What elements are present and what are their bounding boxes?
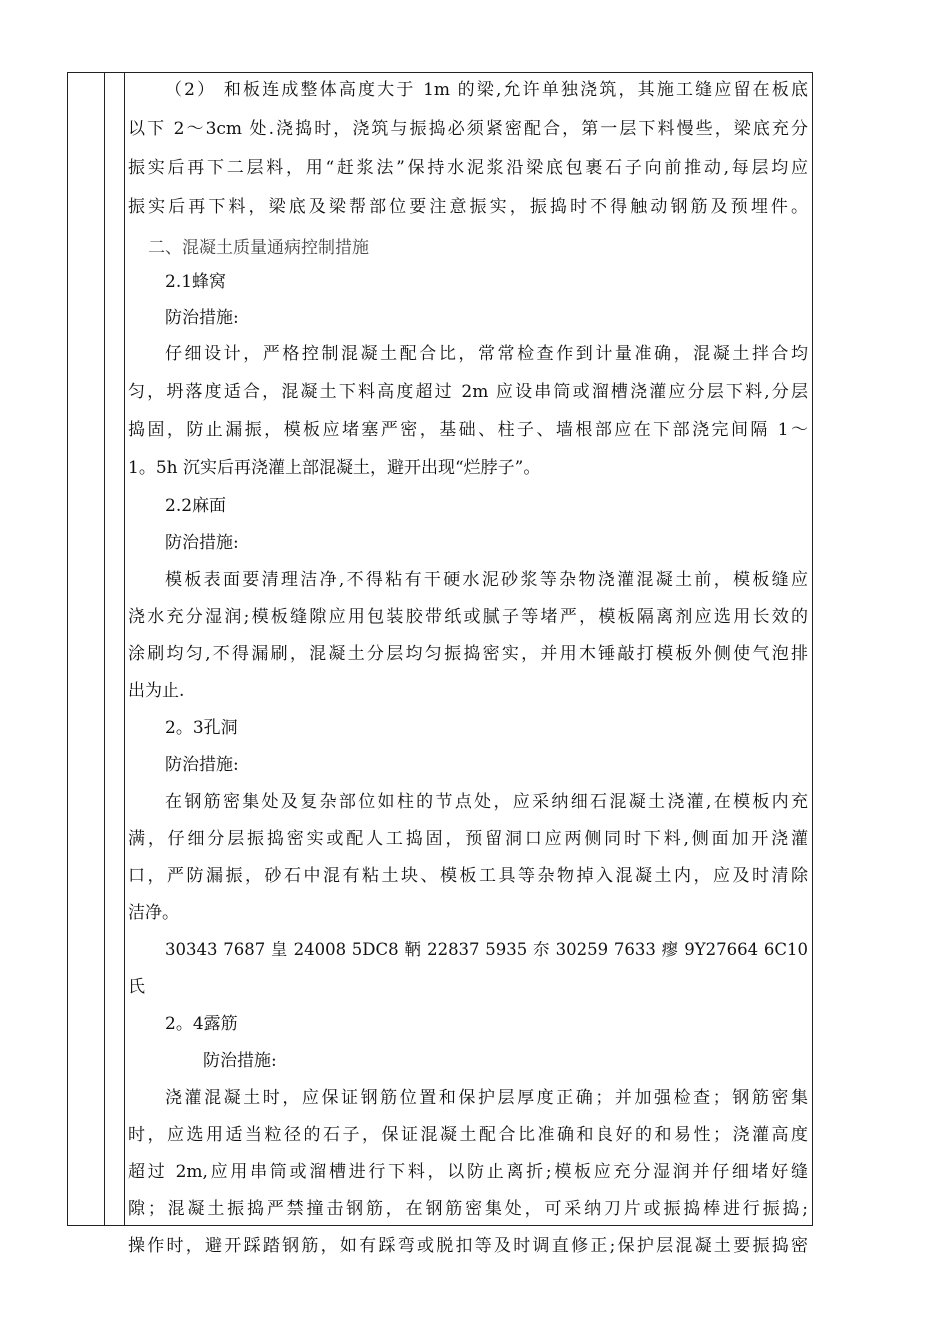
text-line: 捣固，防止漏振，模板应堵塞严密，基础、柱子、墙根部应在下部浇完间隔 1～ xyxy=(128,420,808,440)
table-column-narrow xyxy=(105,72,125,1226)
text-line: 口，严防漏振，砂石中混有粘土块、模板工具等杂物掉入混凝土内，应及时清除 xyxy=(128,866,808,886)
text-line: 操作时，避开踩踏钢筋，如有踩弯或脱扣等及时调直修正;保护层混凝土要振捣密 xyxy=(128,1236,808,1256)
text-line: 防治措施: xyxy=(203,1051,277,1071)
text-line: 二、混凝土质量通病控制措施 xyxy=(148,238,369,258)
text-line: 涂刷均匀,不得漏刷，混凝土分层均匀振捣密实，并用木锤敲打模板外侧使气泡排 xyxy=(128,644,808,664)
text-line: 2。4露筋 xyxy=(165,1014,238,1034)
table-column-left xyxy=(67,72,105,1226)
text-line: 时，应选用适当粒径的石子，保证混凝土配合比准确和良好的和易性；浇灌高度 xyxy=(128,1125,808,1145)
text-line: 超过 2m,应用串筒或溜槽进行下料，以防止离折;模板应充分湿润并仔细堵好缝 xyxy=(128,1162,808,1182)
text-line: 浇灌混凝土时，应保证钢筋位置和保护层厚度正确；并加强检查；钢筋密集 xyxy=(165,1088,808,1108)
text-line: 2.1蜂窝 xyxy=(165,272,227,292)
text-line: （2） 和板连成整体高度大于 1m 的梁,允许单独浇筑，其施工缝应留在板底 xyxy=(165,80,808,100)
text-line: 模板表面要清理洁净,不得粘有干硬水泥砂浆等杂物浇灌混凝土前，模板缝应 xyxy=(165,570,808,590)
content-cell xyxy=(125,72,813,1256)
text-line: 振实后再下二层料，用“赶浆法”保持水泥浆沿梁底包裹石子向前推动,每层均应 xyxy=(128,158,808,178)
text-line: 隙；混凝土振捣严禁撞击钢筋，在钢筋密集处，可采纳刀片或振捣棒进行振捣; xyxy=(128,1199,808,1219)
text-line: 防治措施: xyxy=(165,533,239,553)
text-line: 满，仔细分层振捣密实或配人工捣固，预留洞口应两侧同时下料,侧面加开浇灌 xyxy=(128,829,808,849)
text-line: 仔细设计，严格控制混凝土配合比，常常检查作到计量准确，混凝土拌合均 xyxy=(165,344,808,364)
text-line: 洁净。 xyxy=(128,903,179,923)
text-line: 防治措施: xyxy=(165,755,239,775)
text-line: 出为止. xyxy=(128,681,185,701)
text-line: 1。5h 沉实后再浇灌上部混凝土，避开出现“烂脖子”。 xyxy=(128,458,541,478)
text-line: 氏 xyxy=(128,977,145,997)
text-line: 30343 7687 皇 24008 5DC8 鞆 22837 5935 夵 30259 7633 瘳 9Y27664 6C10 xyxy=(165,940,808,959)
text-line: 在钢筋密集处及复杂部位如柱的节点处，应采纳细石混凝土浇灌,在模板内充 xyxy=(165,792,808,812)
text-line: 2。3孔洞 xyxy=(165,718,238,738)
text-line: 匀，坍落度适合，混凝土下料高度超过 2m 应设串筒或溜槽浇灌应分层下料,分层 xyxy=(128,382,808,402)
text-line: 浇水充分湿润;模板缝隙应用包装胶带纸或腻子等堵严，模板隔离剂应选用长效的 xyxy=(128,607,808,627)
text-line: 2.2麻面 xyxy=(165,496,227,516)
text-line: 防治措施: xyxy=(165,308,239,328)
text-line: 振实后再下料，梁底及梁帮部位要注意振实，振捣时不得触动钢筋及预埋件。 xyxy=(128,197,808,217)
text-line: 以下 2～3cm 处.浇捣时，浇筑与振捣必须紧密配合，第一层下料慢些，梁底充分 xyxy=(128,119,808,139)
